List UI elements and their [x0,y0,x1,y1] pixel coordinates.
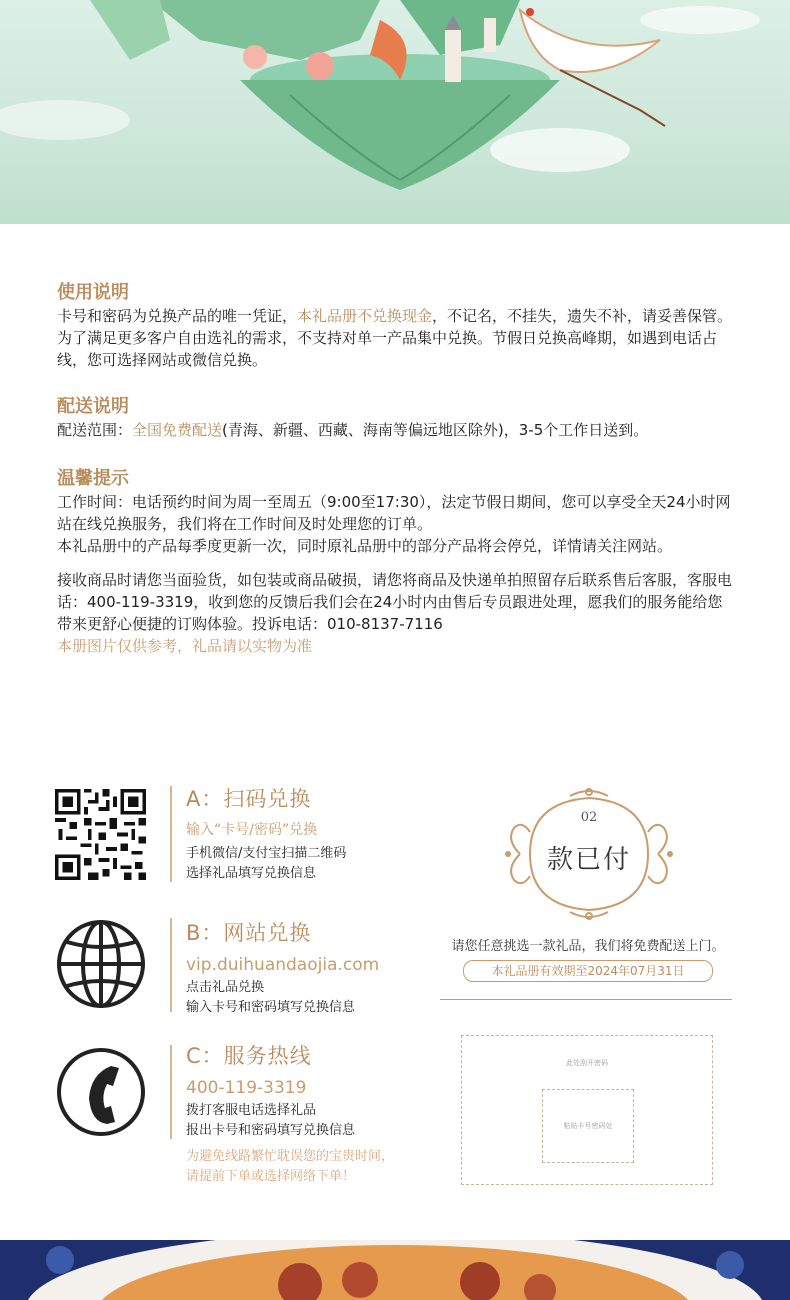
tips-section [57,467,737,657]
badge-text: 款已付 [546,845,631,875]
scratch-label: 此处刮开密码 [566,1059,608,1067]
method-b-line1: 点击礼品兑换 [186,980,265,995]
sticker-label: 粘贴卡号密码处 [563,1122,613,1130]
method-b-divider [170,918,172,1012]
delivery-section [57,395,737,441]
method-b [186,920,436,1018]
method-a-divider [170,786,172,882]
tips-inspection: 接收商品时请您当面验货，如包装或商品破损，请您将商品及快递单拍照留存后联系售后客服，客服电话：400-119-3319，收到您的反馈后我们会在24小时内由售后专员跟进处理，愿我们的服务能给您带来更舒心便捷的订购体验。投诉电话：010-8137-7116 [57,571,733,633]
delivery-title: 配送说明 [57,396,129,417]
tips-title: 温馨提示 [57,468,129,489]
paid-badge [500,788,678,920]
tips-working-hours: 工作时间：电话预约时间为周一至周五（9:00至17:30），法定节假日期间，您可以享受全天24小时网站在线兑换服务，我们将在工作时间及时处理您的订单。 [57,493,731,533]
free-delivery-promise: 请您任意挑选一款礼品，我们将免费配送上门。 [451,939,725,954]
method-c-phone[interactable]: 400-119-3319 [186,1078,307,1098]
tips-update: 本礼品册中的产品每季度更新一次，同时原礼品册中的部分产品将会停兑，详情请关注网站。 [57,537,673,555]
method-c-line1: 拨打客服电话选择礼品 [186,1103,317,1118]
badge-number: 02 [580,810,598,825]
qr-code-icon[interactable] [55,789,146,880]
globe-icon [55,918,147,1010]
delivery-text [57,419,737,441]
usage-text-before: 卡号和密码为兑换产品的唯一凭证， [57,307,298,325]
food-photo [0,1240,790,1300]
food-photo-illustration [0,1240,790,1300]
floating-island-illustration [0,0,790,224]
method-a-sub: 输入“卡号/密码”兑换 [186,822,318,838]
method-a [186,786,436,884]
card-divider [440,999,732,1000]
usage-section [57,281,737,371]
method-c-divider [170,1045,172,1139]
usage-text-after: ，不记名，不挂失，遗失不补，请妥善保管。为了满足更多客户自由选礼的需求，不支持对单一产品集中兑换。节假日兑换高峰期，如遇到电话占线，您可选择网站或微信兑换。 [57,307,733,369]
method-c [186,1043,436,1187]
delivery-text-after: (青海、新疆、西藏、海南等偏远地区除外)，3-5个工作日送到。 [222,421,649,439]
method-c-warn2: 请提前下单或选择网络下单！ [186,1169,356,1184]
method-b-title: B：网站兑换 [186,921,312,945]
method-a-line1: 手机微信/支付宝扫描二维码 [186,846,347,861]
delivery-highlight: 全国免费配送 [132,421,223,439]
method-a-title: A：扫码兑换 [186,787,312,811]
usage-title: 使用说明 [57,282,129,303]
method-c-line2: 报出卡号和密码填写兑换信息 [186,1123,356,1138]
method-b-url[interactable]: vip.duihuandaojia.com [186,955,380,975]
tips-note: 本册图片仅供参考，礼品请以实物为准 [57,637,313,655]
hero-illustration [0,0,790,224]
usage-text [57,305,737,371]
phone-icon [55,1046,147,1138]
method-c-title: C：服务热线 [186,1044,312,1068]
method-c-warn1: 为避免线路繁忙耽误您的宝贵时间， [186,1149,395,1164]
delivery-text-before: 配送范围： [57,421,133,439]
method-b-line2: 输入卡号和密码填写兑换信息 [186,1000,356,1015]
validity-pill: 本礼品册有效期至2024年07月31日 [463,960,713,982]
sticker-area [542,1089,634,1163]
method-a-line2: 选择礼品填写兑换信息 [186,866,317,881]
usage-highlight: 本礼品册不兑换现金 [297,307,433,325]
scratch-card-area[interactable] [461,1035,713,1185]
